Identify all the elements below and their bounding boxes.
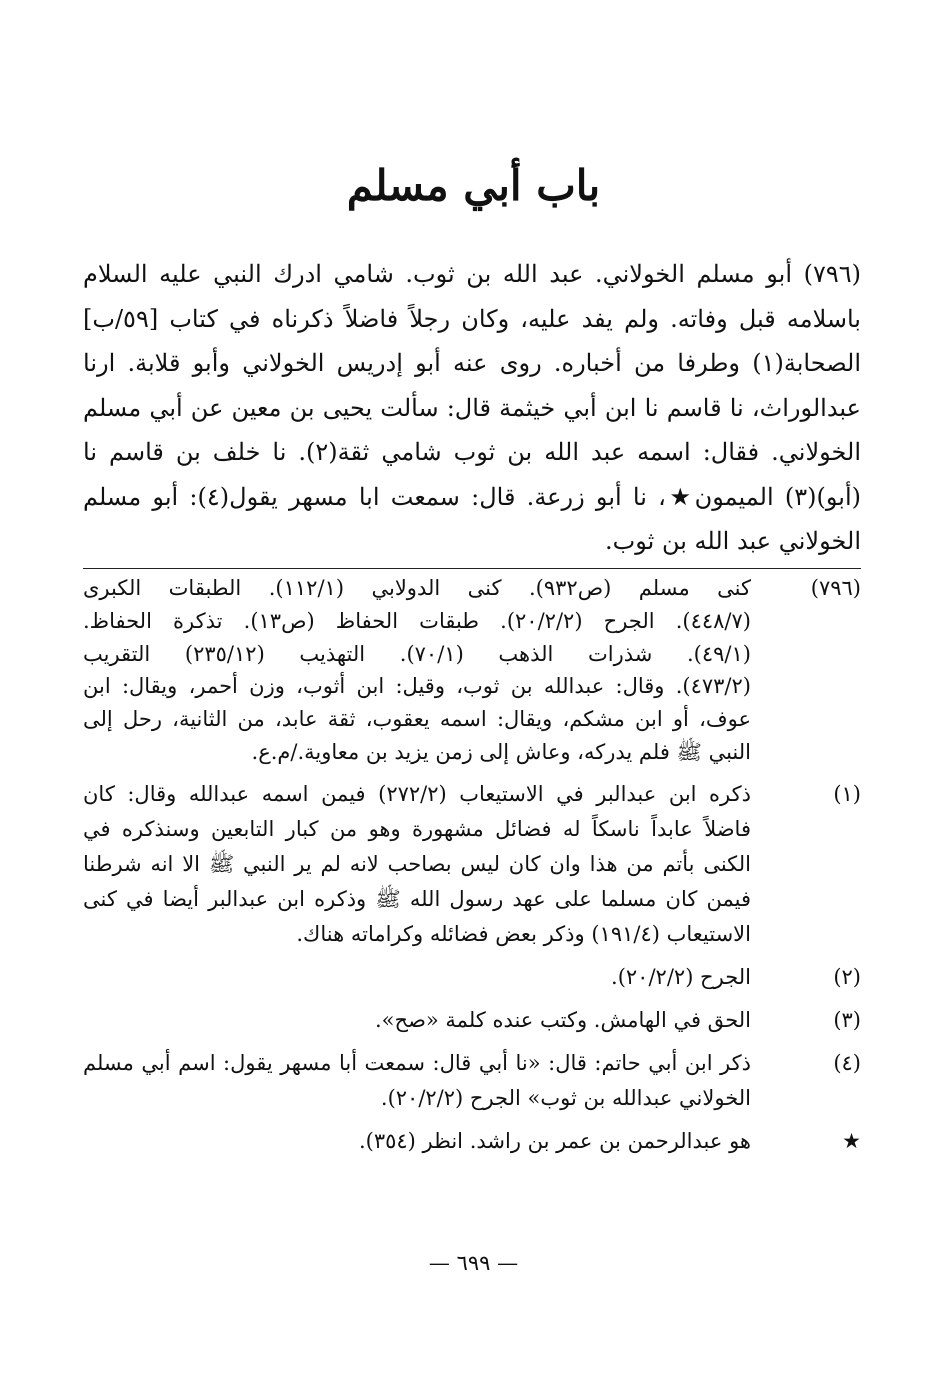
footnote-2: [83, 960, 861, 995]
chapter-title: باب أبي مسلم: [346, 161, 601, 210]
entry-line: (أبو)(٣) الميمون★، نا أبو زرعة. قال: سمعت ابا مسهر يقول(٤): أبو مسلم: [83, 482, 861, 511]
footnote-body: [83, 960, 751, 995]
footnote-marker: (٤): [833, 1050, 861, 1075]
entry-line: الخولاني عبد الله بن ثوب.: [605, 527, 861, 555]
footnote-marker: (٢): [833, 964, 861, 989]
footnote-line: كنى مسلم (ص٩٣٢). كنى الدولابي (١١٢/١). الطبقات الكبرى: [83, 576, 751, 600]
footnote-line: (٤٤٨/٧). الجرح (٢٠/٢/٢). طبقات الحفاظ (ص١٣). تذكرة الحفاظ.: [83, 608, 751, 633]
footnote-body: [83, 1003, 751, 1038]
entry-line: عبدالوراث، نا قاسم نا ابن أبي خيثمة قال: سألت يحيى بن معين عن أبي مسلم: [83, 393, 861, 422]
footnote-marker: (٣): [833, 1007, 861, 1032]
footnote-divider: [83, 568, 861, 569]
footnote-line: فيمن كان مسلما على عهد رسول الله ﷺ وذكره ابن عبدالبر أيضا في كنى: [83, 886, 751, 911]
footnote-marker: (١): [833, 781, 861, 806]
entry-line: الخولاني. فقال: اسمه عبد الله بن ثوب شامي ثقة(٢). نا خلف بن قاسم نا: [83, 438, 861, 466]
footnote-line: ذكره ابن عبدالبر في الاستيعاب (٢٧٢/٢) فيمن اسمه عبدالله وقال: كان: [83, 781, 751, 806]
footnote-796: [83, 572, 861, 769]
entry-line: الصحابة(١) وطرفا من أخباره. روى عنه أبو إدريس الخولاني وأبو قلابة. ارنا: [83, 349, 861, 377]
footnote-line: فاضلاً عابداً ناسكاً له فضائل مشهورة وهو من كبار التابعين وسنذكره في: [83, 816, 751, 841]
footnote-body: [83, 777, 751, 952]
footnote-line: الخولاني عبدالله بن ثوب» الجرح (٢٠/٢/٢).: [380, 1085, 751, 1110]
entry-text: [83, 252, 861, 564]
footnote-line: الاستيعاب (١٩١/٤) وذكر بعض فضائله وكراماته هناك.: [296, 921, 751, 946]
star-icon: ★: [842, 1128, 861, 1153]
footnote-line: عوف، أو ابن مشكم، ويقال: اسمه يعقوب، ثقة عابد، من الثانية، رحل إلى: [83, 707, 751, 732]
footnote-line: هو عبدالرحمن بن عمر بن راشد. انظر (٣٥٤).: [358, 1128, 751, 1153]
footnote-line: النبي ﷺ فلم يدركه، وعاش إلى زمن يزيد بن معاوية./م.ع.: [251, 739, 751, 764]
footnote-star: [83, 1124, 861, 1159]
footnote-body: [83, 572, 751, 769]
footnote-line: الجرح (٢٠/٢/٢).: [611, 964, 751, 989]
entry-line: باسلامه قبل وفاته. ولم يفد عليه، وكان رجلاً فاضلاً ذكرناه في كتاب [٥٩/ب]: [83, 304, 861, 333]
entry-line: (٧٩٦) أبو مسلم الخولاني. عبد الله بن ثوب. شامي ادرك النبي عليه السلام: [83, 260, 861, 288]
footnote-line: (٤٩/١). شذرات الذهب (٧٠/١). التهذيب (٢٣٥/١٢) التقريب: [83, 641, 751, 666]
footnote-4: [83, 1046, 861, 1116]
footnote-marker: (٧٩٦): [810, 576, 861, 600]
footnote-body: [83, 1046, 751, 1116]
footnote-line: (٤٧٣/٢). وقال: عبدالله بن ثوب، وقيل: ابن أثوب، وزن أحمر، ويقال: ابن: [83, 674, 751, 699]
footnote-line: الحق في الهامش. وكتب عنده كلمة «صح».: [374, 1007, 751, 1032]
footnote-line: ذكر ابن أبي حاتم: قال: «نا أبي قال: سمعت أبا مسهر يقول: اسم أبي مسلم: [83, 1050, 751, 1075]
footnote-body: [83, 1124, 751, 1159]
footnotes: [83, 572, 861, 1159]
footnote-1: [83, 777, 861, 952]
footnote-3: [83, 1003, 861, 1038]
page-number: — ٦٩٩ —: [428, 1251, 519, 1275]
footnote-line: الكنى بأتم من هذا وان كان ليس بصاحب لانه لم ير النبي ﷺ الا انه شرطنا: [83, 851, 751, 876]
